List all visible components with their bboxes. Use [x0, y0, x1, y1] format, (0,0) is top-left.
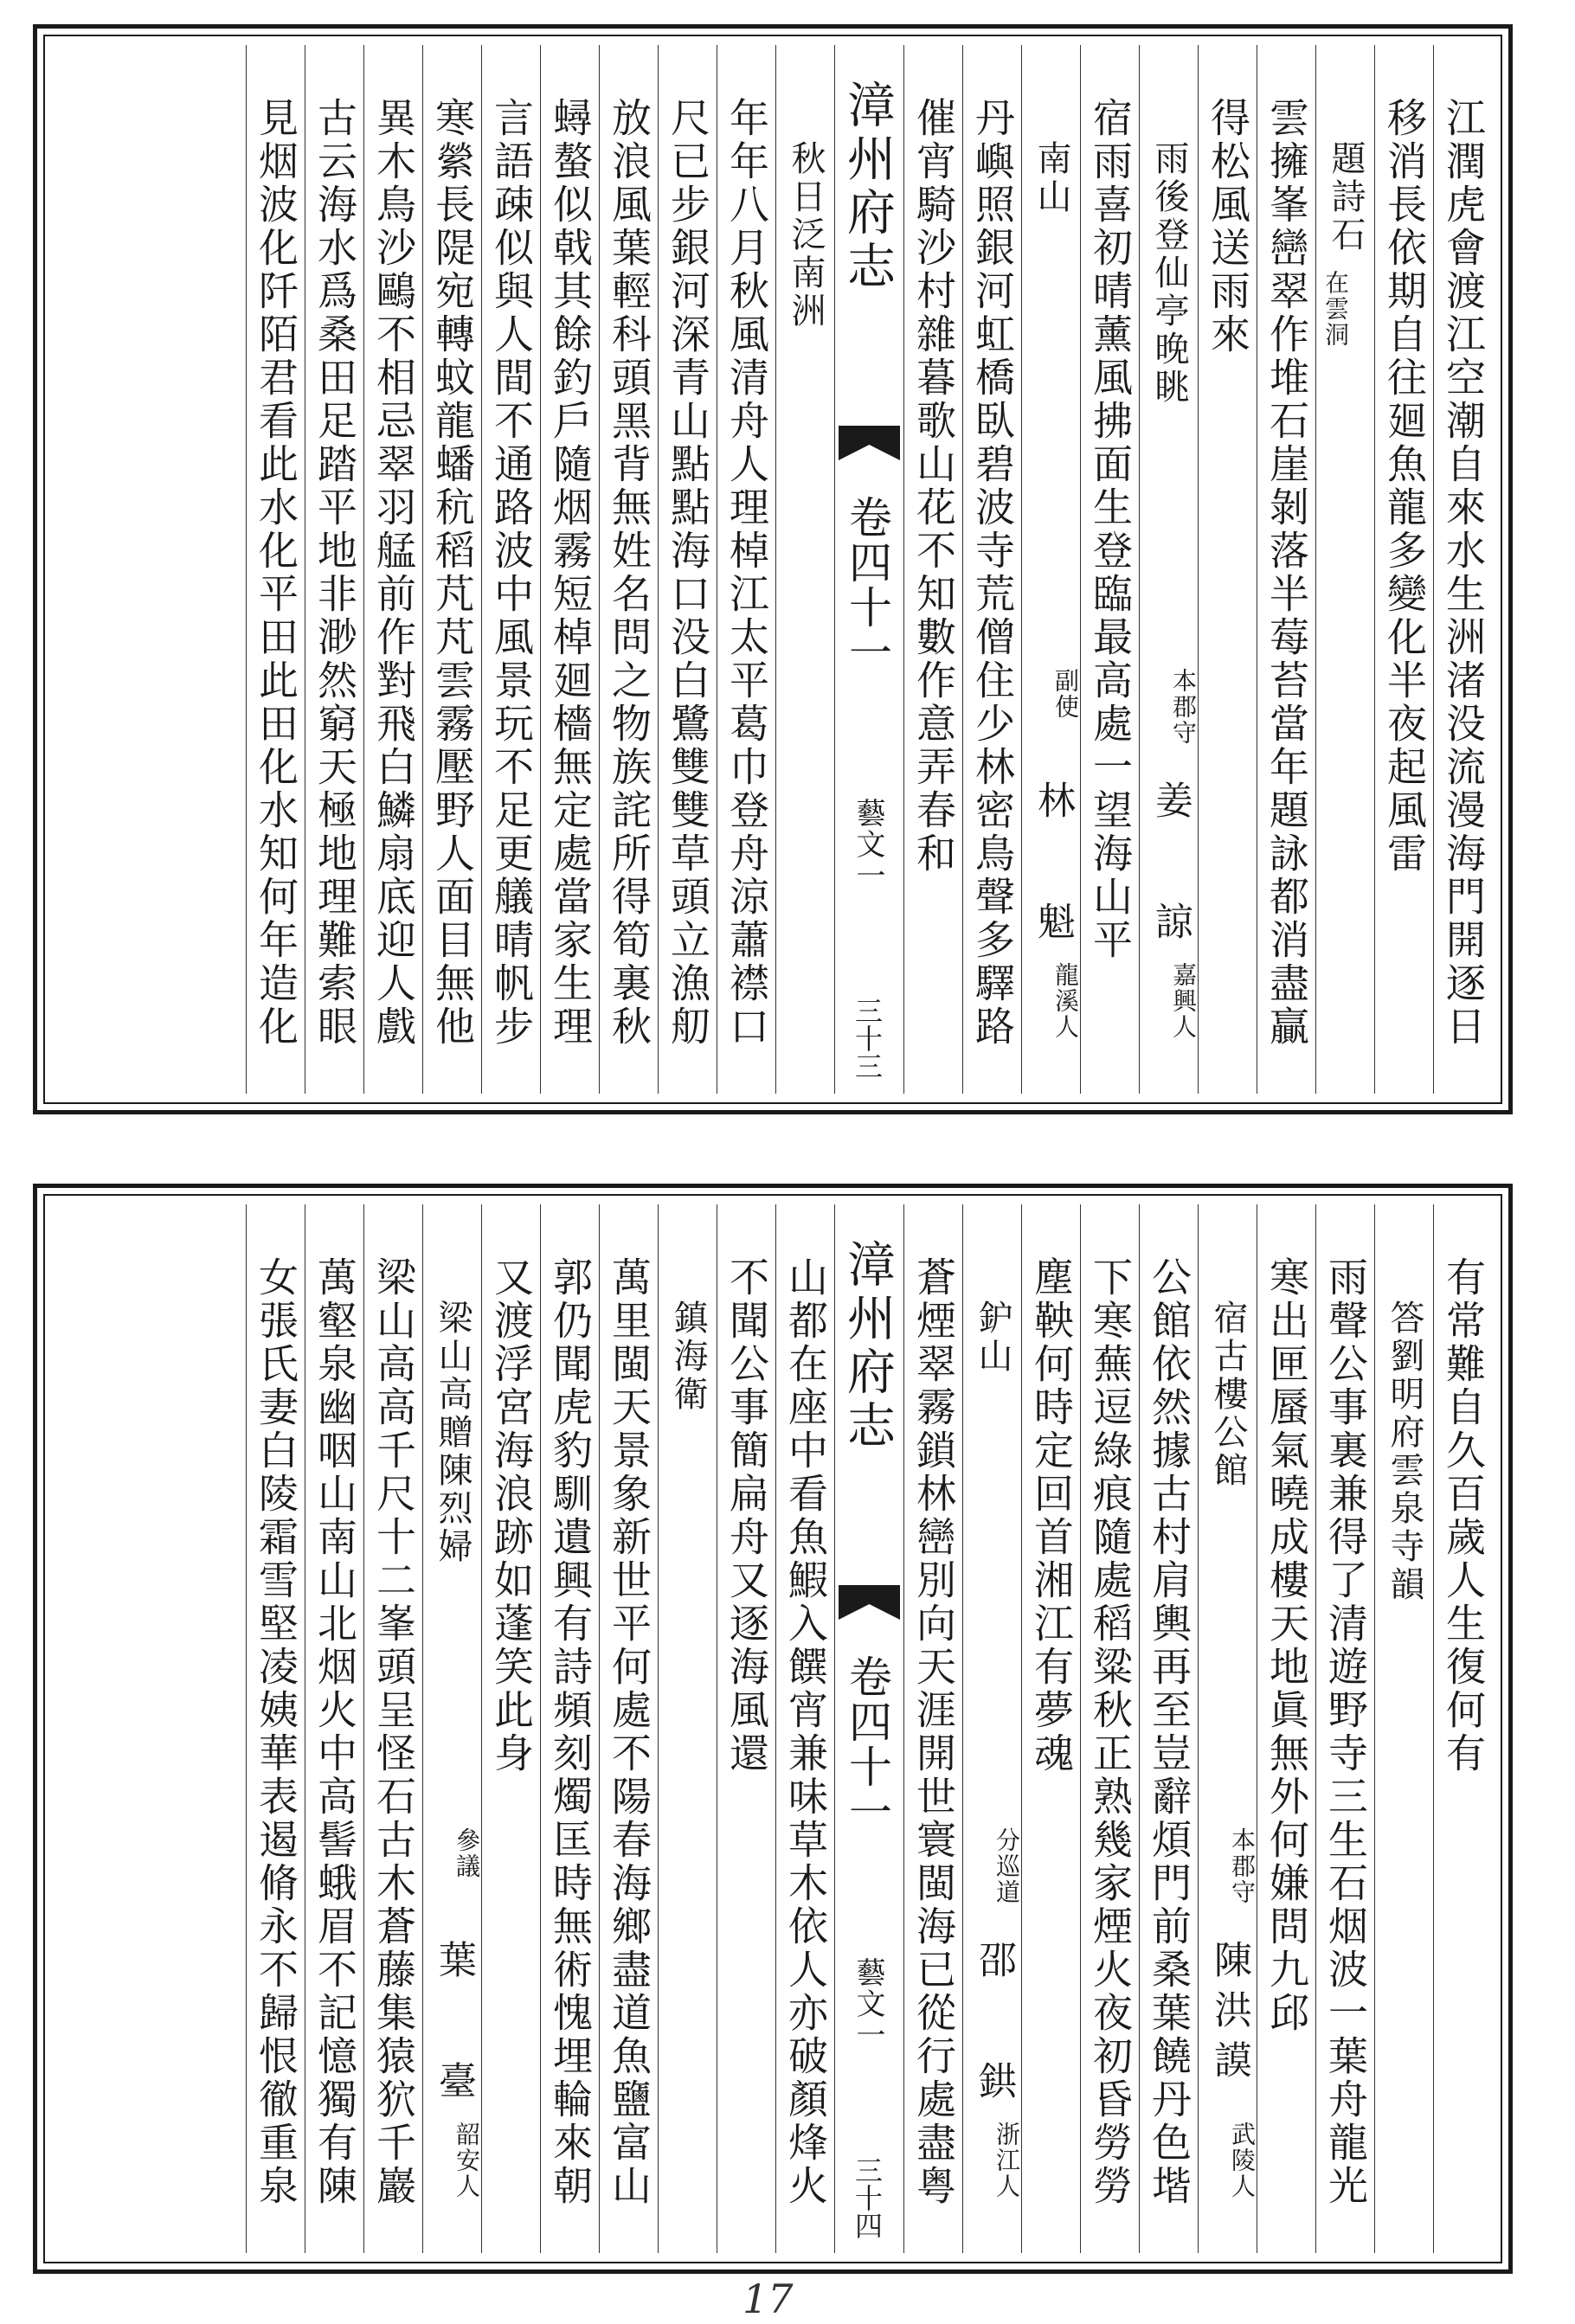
text-column [1257, 1204, 1315, 2253]
text-column [1080, 1204, 1139, 2253]
page-border-inner [43, 1194, 1502, 2263]
author-office: 參議 [453, 1827, 481, 1879]
header-section: 藝文一 [851, 798, 885, 891]
text-column [1257, 45, 1315, 1094]
poem-note: 在雲洞 [1321, 270, 1350, 348]
author-office: 副使 [1051, 668, 1080, 720]
poem-title-column [1021, 45, 1080, 1094]
poem-title: 答劉明府雲泉寺韻 [1385, 1300, 1424, 1604]
author-given-name: 魁 [1031, 902, 1075, 952]
poem-title: 秋日泛南洲 [786, 140, 826, 331]
poem-title-column [1315, 45, 1374, 1094]
column-text: 女張氏妻白陵霜雪堅凌姨華表遏脩永不歸恨徹重泉 [253, 1256, 299, 2208]
author-given-name: 鉷 [972, 2061, 1016, 2111]
poem-title-column [775, 45, 834, 1094]
column-text: 宿雨喜初晴薰風拂面生登臨最高處一望海山平 [1087, 97, 1134, 962]
text-column [599, 45, 658, 1094]
text-column [1139, 1204, 1198, 2253]
poem-title: 題詩石 [1326, 140, 1366, 254]
page-top [33, 24, 1513, 1114]
scan-page-number: 17 [742, 2276, 794, 2322]
author-given-name: 諒 [1148, 902, 1192, 952]
text-column [775, 1204, 834, 2253]
header-volume: 卷四十一 [842, 1654, 892, 1834]
column-text: 蟳螯似戟其餘釣戶隨烟霧短棹廻檣無定處當家生理 [547, 97, 594, 1049]
text-column [599, 1204, 658, 2253]
author-name: 姜 [1148, 780, 1192, 831]
author-office: 本郡守 [1228, 1827, 1257, 1905]
column-text: 郭仍聞虎豹馴遺興有詩頻刻燭匡時無術愧埋輪來朝 [547, 1256, 594, 2208]
column-text: 又渡浮宮海浪跡如蓬笑此身 [488, 1256, 535, 1775]
text-column [1315, 1204, 1374, 2253]
text-column [717, 1204, 775, 2253]
poem-title-column [422, 1204, 481, 2253]
text-column [540, 45, 599, 1094]
column-text: 尺已步銀河深青山點點海口没白鷺雙雙草頭立漁舠 [665, 97, 711, 1049]
column-text: 古云海水爲桑田足踏平地非渺然窮天極地理難索眼 [312, 97, 358, 1049]
text-column [1080, 45, 1139, 1094]
author-office: 本郡守 [1169, 668, 1198, 746]
text-column [422, 45, 481, 1094]
column-text: 言語疎似與人間不通路波中風景玩不足更艤晴帆步 [488, 97, 535, 1049]
column-text: 下寒蕪逗綠痕隨處稻粱秋正熟幾家煙火夜初昏勞勞 [1087, 1256, 1134, 2208]
fishtail-mark [839, 426, 900, 460]
text-column [305, 45, 363, 1094]
text-columns [54, 1204, 1492, 2253]
poem-title-column [1374, 1204, 1433, 2253]
poem-title: 鈩山 [973, 1300, 1012, 1376]
author-name: 林 [1031, 780, 1075, 831]
header-title: 漳州府志 [839, 80, 896, 294]
poem-title: 南山 [1032, 140, 1071, 216]
column-text: 梁山高高千尺十二峯頭呈怪石古木蒼藤集猿狖千巖 [370, 1256, 417, 2208]
text-column [1433, 45, 1492, 1094]
author-name: 陳洪謨 [1207, 1940, 1251, 2090]
text-column [246, 1204, 305, 2253]
author-name: 邵 [972, 1940, 1016, 1990]
header-section: 藝文一 [851, 1957, 885, 2051]
column-text: 見烟波化阡陌君看此水化平田此田化水知何年造化 [253, 97, 299, 1049]
page-bottom [33, 1184, 1513, 2274]
text-column [305, 1204, 363, 2253]
poem-title: 雨後登仙亭晚眺 [1149, 140, 1189, 407]
column-text: 雲擁峯巒翠作堆石崖剝落半莓苔當年題詠都消盡贏 [1263, 97, 1310, 1049]
column-text: 丹嶼照銀河虹橋臥碧波寺荒僧住少林密鳥聲多驛路 [969, 97, 1016, 1049]
column-text: 年年八月秋風清舟人理棹江太平葛巾登舟涼蕭襟口 [723, 97, 770, 1049]
author-office: 分巡道 [993, 1827, 1021, 1905]
author-origin: 龍溪人 [1051, 962, 1080, 1040]
text-column [540, 1204, 599, 2253]
column-text: 有常難自久百歲人生復何有 [1440, 1256, 1487, 1775]
fishtail-mark [839, 1585, 900, 1620]
page-border-inner [43, 35, 1502, 1104]
text-column [1433, 1204, 1492, 2253]
header-title: 漳州府志 [839, 1239, 896, 1454]
column-text: 山都在座中看魚鰕入饌宵兼味草木依人亦破顏烽火 [782, 1256, 829, 2208]
text-column [481, 45, 540, 1094]
text-column [903, 45, 962, 1094]
text-column [1198, 45, 1257, 1094]
column-text: 雨聲公事裏兼得了清遊野寺三生石烟波一葉舟龍光 [1322, 1256, 1369, 2208]
column-text: 放浪風葉輕科頭黑背無姓名問之物族詫所得筍裏秋 [606, 97, 652, 1049]
poem-title-column [1198, 1204, 1257, 2253]
text-column [1374, 45, 1433, 1094]
author-name: 葉 [432, 1940, 476, 1990]
text-column [363, 1204, 422, 2253]
column-text: 移消長依期自往廻魚龍多變化半夜起風雷 [1381, 97, 1428, 876]
poem-title: 鎮海衛 [668, 1300, 708, 1414]
column-text: 得松風送雨來 [1205, 97, 1251, 356]
column-text: 萬壑泉幽咽山南山北烟火中高髻蛾眉不記憶獨有陳 [312, 1256, 358, 2208]
text-columns [54, 45, 1492, 1094]
text-column [363, 45, 422, 1094]
fold-center-strip [834, 45, 903, 1094]
column-text: 寒出匣蜃氣曉成樓天地眞無外何嫌問九邱 [1263, 1256, 1310, 2035]
column-text: 萬里閩天景象新世平何處不陽春海鄉盡道魚鹽富山 [606, 1256, 652, 2208]
column-text: 蒼煙翠霧鎖林巒別向天涯開世寰閩海已從行處盡粤 [910, 1256, 957, 2208]
column-text: 異木鳥沙鷗不相忌翠羽艋前作對飛白鱗扇底迎人戲 [370, 97, 417, 1049]
header-volume: 卷四十一 [842, 495, 892, 675]
header-page-number: 三十四 [851, 2156, 884, 2239]
column-text: 公館依然據古村肩輿再至豈辭煩門前桑葉饒丹色堦 [1146, 1256, 1192, 2208]
column-text: 催宵騎沙村雜暮歌山花不知數作意弄春和 [910, 97, 957, 876]
poem-title-column [1139, 45, 1198, 1094]
author-given-name: 臺 [432, 2061, 476, 2111]
author-origin: 浙江人 [993, 2122, 1021, 2199]
column-text: 寒縈長隄宛轉蚊龍蟠秔稻芃芃雲霧壓野人面目無他 [429, 97, 476, 1049]
text-column [903, 1204, 962, 2253]
poem-title-column [658, 1204, 717, 2253]
fold-center-strip [834, 1204, 903, 2253]
header-page-number: 三十三 [851, 997, 884, 1080]
column-text: 江潤虎會渡江空潮自來水生洲渚没流漫海門開逐日 [1440, 97, 1487, 1049]
text-column [962, 45, 1021, 1094]
text-column [246, 45, 305, 1094]
text-column [658, 45, 717, 1094]
poem-title-column [962, 1204, 1021, 2253]
column-text: 塵鞅何時定回首湘江有夢魂 [1028, 1256, 1075, 1775]
author-origin: 嘉興人 [1169, 962, 1198, 1040]
author-origin: 韶安人 [453, 2122, 481, 2199]
poem-title: 宿古樓公館 [1208, 1300, 1248, 1490]
column-text: 不聞公事簡扁舟又逐海風還 [723, 1256, 770, 1775]
poem-title: 梁山高贈陳烈婦 [433, 1300, 472, 1566]
text-column [717, 45, 775, 1094]
text-column [1021, 1204, 1080, 2253]
author-origin: 武陵人 [1228, 2122, 1257, 2199]
text-column [481, 1204, 540, 2253]
